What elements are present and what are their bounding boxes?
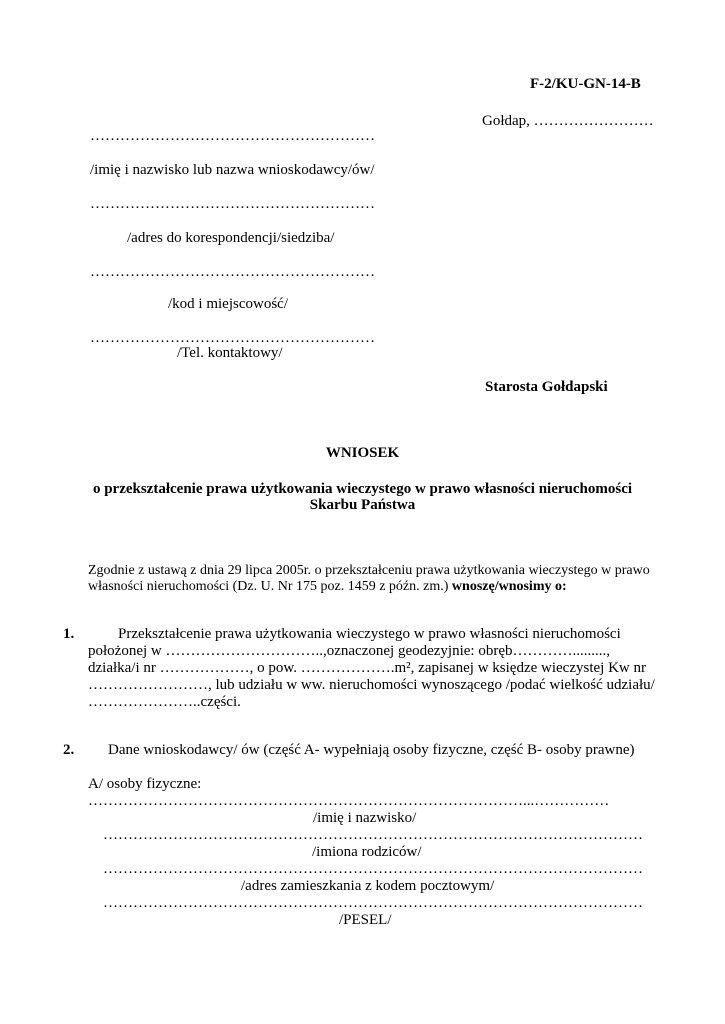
form-code: F-2/KU-GN-14-B — [530, 76, 641, 92]
intro-request-phrase: wnoszę/wnosimy o: — [451, 579, 567, 594]
applicant-address-dots[interactable]: ………………………………………………… — [90, 196, 375, 212]
applicant-name-dots[interactable]: ………………………………………………… — [90, 128, 375, 144]
point1-number: 1. — [63, 626, 75, 642]
person-name-dots[interactable]: ……………………………………………………………………………...…………… — [88, 793, 610, 809]
parents-names-label: /imiona rodziców/ — [312, 844, 422, 860]
applicant-phone-dots[interactable]: ………………………………………………… — [90, 330, 375, 346]
point1-line2[interactable]: położonej w …………………………..,oznaczonej geodezyjnie: obręb…………........., — [88, 643, 610, 659]
pesel-dots[interactable]: ……………………………………………………………………………………………… — [103, 895, 643, 911]
addressee: Starosta Gołdapski — [485, 379, 608, 395]
point2-text: Dane wnioskodawcy/ ów (część A- wypełniają osoby fizyczne, część B- osoby prawne) — [108, 742, 635, 758]
intro-line1: Zgodnie z ustawą z dnia 29 lipca 2005r. o przekształceniu prawa użytkowania wieczystego w prawo — [88, 563, 650, 578]
residence-address-dots[interactable]: ……………………………………………………………………………………………… — [103, 861, 643, 877]
applicant-city-dots[interactable]: ………………………………………………… — [90, 264, 375, 280]
point2-number: 2. — [63, 742, 75, 758]
document-subtitle-line1: o przekształcenie prawa użytkowania wieczystego w prawo własności nieruchomości — [92, 481, 633, 497]
document-subtitle-line2: Skarbu Państwa — [309, 497, 416, 513]
intro-line2 — [88, 579, 567, 595]
applicant-address-label: /adres do korespondencji/siedziba/ — [127, 230, 335, 246]
section-a-heading: A/ osoby fizyczne: — [88, 776, 202, 792]
applicant-city-label: /kod i miejscowość/ — [168, 296, 288, 312]
parents-names-dots[interactable]: ……………………………………………………………………………………………… — [103, 827, 643, 843]
point1-line1: Przekształcenie prawa użytkowania wieczystego w prawo własności nieruchomości — [118, 626, 621, 642]
document-title: WNIOSEK — [325, 445, 400, 461]
applicant-phone-label: /Tel. kontaktowy/ — [177, 345, 283, 361]
intro-line2-text: własności nieruchomości (Dz. U. Nr 175 poz. 1459 z późn. zm.) — [88, 579, 452, 594]
point1-line5[interactable]: …………………..części. — [88, 694, 241, 710]
point1-line4[interactable]: ……………………, lub udziału w ww. nieruchomości wynoszącego /podać wielkość udziału/ — [88, 677, 655, 693]
point1-line3[interactable]: działka/i nr ………………, o pow. ……………….m², zapisanej w księdze wieczystej Kw nr — [88, 660, 646, 676]
residence-address-label: /adres zamieszkania z kodem pocztowym/ — [241, 878, 495, 894]
pesel-label: /PESEL/ — [339, 912, 392, 928]
applicant-name-label: /imię i nazwisko lub nazwa wnioskodawcy/ów/ — [90, 162, 375, 178]
place-date-field[interactable]: Gołdap, …………………… — [482, 113, 654, 129]
person-name-label: /imię i nazwisko/ — [313, 810, 417, 826]
